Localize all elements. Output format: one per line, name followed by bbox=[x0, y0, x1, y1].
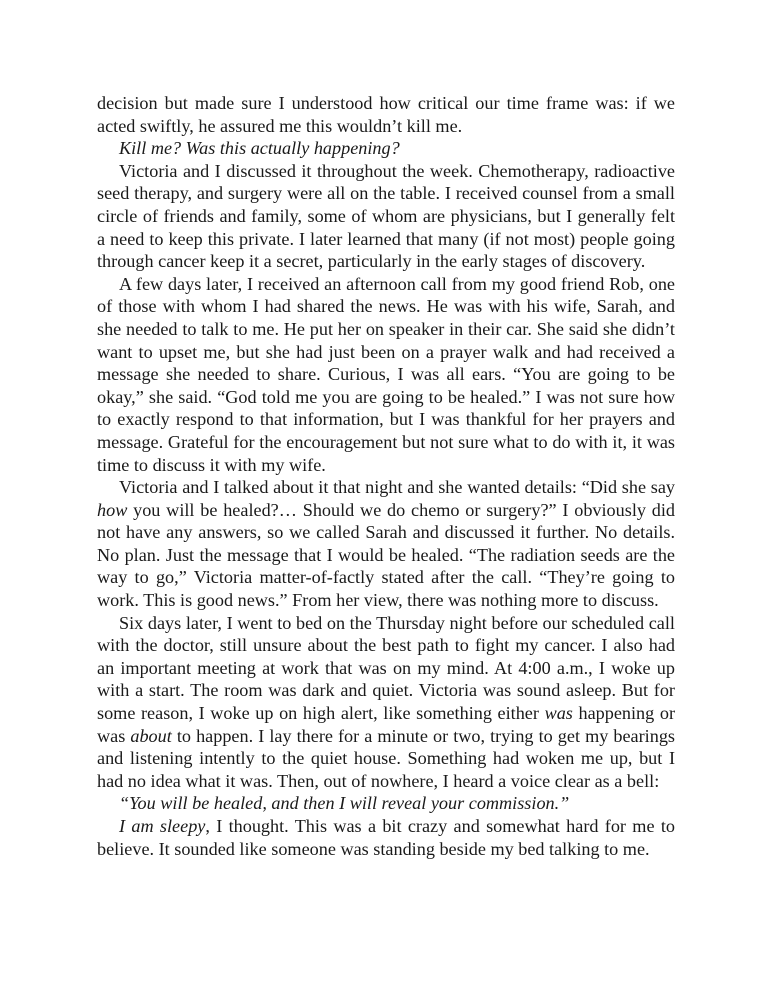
paragraph-night bbox=[97, 612, 675, 793]
text-run: you will be healed?… Should we do chemo or surgery?” I obviously did not have any answers, so we called Sarah and discussed it further. No details. No plan. Just the message that I would be healed. “The radiation seeds are the way to go,” Victoria matter-of-factly stated after the call. “They’re going to work. This is good news.” From her view, there was nothing more to discuss. bbox=[97, 499, 675, 611]
emphasis-about: about bbox=[130, 725, 172, 746]
paragraph-discussion: Victoria and I discussed it throughout the week. Chemotherapy, radioactive seed therapy, and surgery were all on the table. I received counsel from a small circle of friends and family, some of whom are physicians, but I generally felt a need to keep this private. I later learned that many (if not most) people going through cancer keep it a secret, particularly in the early stages of discovery. bbox=[97, 160, 675, 272]
paragraph-continuation: decision but made sure I understood how critical our time frame was: if we acted swiftly, he assured me this wouldn’t kill me. bbox=[97, 93, 675, 136]
text-run: happening or was bbox=[97, 703, 675, 746]
paragraph-sleepy bbox=[97, 815, 675, 860]
text-run: Victoria and I talked about it that night and she wanted details: “Did she say bbox=[119, 477, 675, 498]
italic-voice-quote: “You will be healed, and then I will reveal your commission.” bbox=[119, 793, 570, 814]
text-run: , I thought. This was a bit crazy and somewhat hard for me to believe. It sounded like someone was standing beside my bed talking to me. bbox=[97, 816, 675, 859]
book-page bbox=[97, 92, 675, 860]
paragraph-phone-call: A few days later, I received an afternoon call from my good friend Rob, one of those with whom I had shared the news. He was with his wife, Sarah, and she needed to talk to me. He put her on speaker in their car. She said she didn’t want to upset me, but she had just been on a prayer walk and had received a message she needed to share. Curious, I was all ears. “You are going to be okay,” she said. “God told me you are going to be healed.” I was not sure how to exactly respond to that information, but I was thankful for her prayers and message. Grateful for the encouragement but not sure what to do with it, it was time to discuss it with my wife. bbox=[97, 273, 675, 475]
emphasis-how: how bbox=[97, 499, 128, 520]
italic-thought: Kill me? Was this actually happening? bbox=[119, 138, 400, 159]
text-run: to happen. I lay there for a minute or two, trying to get my bearings and listening intently to the quiet house. Something had woken me up, but I had no idea what it was. Then, out of nowhere, I heard a voice clear as a bell: bbox=[97, 725, 675, 791]
emphasis-sleepy: I am sleepy bbox=[119, 816, 206, 836]
paragraph-details bbox=[97, 476, 675, 612]
emphasis-was: was bbox=[544, 703, 573, 724]
text-run: Six days later, I went to bed on the Thursday night before our scheduled call with the doctor, still unsure about the best path to fight my cancer. I also had an important meeting at work that was on my mind. At 4:00 a.m., I woke up with a start. The room was dark and quiet. Victoria was sound asleep. But for some reason, I woke up on high alert, like something either bbox=[97, 612, 675, 724]
